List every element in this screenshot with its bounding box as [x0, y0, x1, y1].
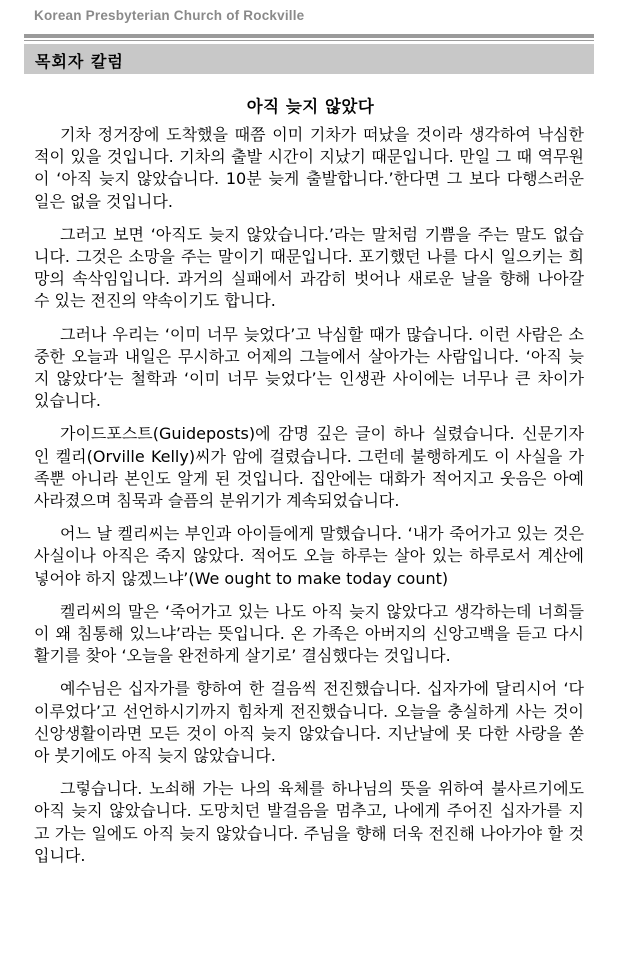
article-body	[34, 124, 584, 878]
article-paragraph: 켈리씨의 말은 ‘죽어가고 있는 나도 아직 늦지 않았다고 생각하는데 너희들이 왜 침통해 있느냐’라는 뜻입니다. 온 가족은 아버지의 신앙고백을 듣고 다시 활기를 찾아 ‘오늘을 완전하게 살기로’ 결심했다는 것입니다.	[34, 601, 584, 666]
article-paragraph: 가이드포스트(Guideposts)에 감명 깊은 글이 하나 실렸습니다. 신문기자인 켈리(Orville Kelly)씨가 암에 걸렸습니다. 그런데 불행하게도 이 사실을 가족뿐 아니라 본인도 알게 된 것입니다. 집안에는 대화가 적어지고 웃음은 아예 사라졌으며 침묵과 슬픔의 분위기가 계속되었습니다.	[34, 424, 584, 511]
article-paragraph: 기차 정거장에 도착했을 때쯤 이미 기차가 떠났을 것이라 생각하여 낙심한 적이 있을 것입니다. 기차의 출발 시간이 지났기 때문입니다. 만일 그 때 역무원이 ‘아직 늦지 않았습니다. 10분 늦게 출발합니다.’한다면 그 보다 다행스러운 일은 없을 것입니다.	[34, 125, 584, 211]
church-name: Korean Presbyterian Church of Rockville	[34, 8, 305, 23]
article-paragraph: 예수님은 십자가를 향하여 한 걸음씩 전진했습니다. 십자가에 달리시어 ‘다 이루었다’고 선언하시기까지 힘차게 전진했습니다. 오늘을 충실하게 사는 것이 신앙생활이라면 모든 것이 아직 늦지 않았습니다. 지난날에 못 다한 사랑을 쏟아 붓기에도 아직 늦지 않았습니다.	[34, 679, 584, 766]
header-rule-thin	[24, 40, 594, 41]
article-paragraph: 그렇습니다. 노쇠해 가는 나의 육체를 하나님의 뜻을 위하여 불사르기에도 아직 늦지 않았습니다. 도망치던 발걸음을 멈추고, 나에게 주어진 십자가를 지고 가는 일에도 아직 늦지 않았습니다. 주님을 향해 더욱 전진해 나아가야 할 것입니다.	[34, 779, 584, 865]
section-banner	[24, 44, 594, 74]
article-title: 아직 늦지 않았다	[246, 97, 375, 116]
article-paragraph: 그러나 우리는 ‘이미 너무 늦었다’고 낙심할 때가 많습니다. 이런 사람은 소중한 오늘과 내일은 무시하고 어제의 그늘에서 살아가는 사람입니다. ‘아직 늦지 않았다’는 철학과 ‘이미 너무 늦었다’는 인생관 사이에는 너무나 큰 차이가 있습니다.	[34, 324, 584, 411]
article-paragraph: 그러고 보면 ‘아직도 늦지 않았습니다.’라는 말처럼 기쁨을 주는 말도 없습니다. 그것은 소망을 주는 말이기 때문입니다. 포기했던 나를 다시 일으키는 희망의 속삭임입니다. 과거의 실패에서 과감히 벗어나 새로운 날을 향해 나아갈 수 있는 전진의 약속이기도 합니다.	[34, 224, 584, 311]
header-rule-thick	[24, 34, 594, 38]
article-paragraph: 어느 날 켈리씨는 부인과 아이들에게 말했습니다. ‘내가 죽어가고 있는 것은 사실이나 아직은 죽지 않았다. 적어도 오늘 하루는 살아 있는 하루로서 계산에 넣어야 하지 않겠느냐’(We ought to make today count)	[34, 524, 584, 588]
section-title: 목회자 칼럼	[35, 52, 124, 71]
